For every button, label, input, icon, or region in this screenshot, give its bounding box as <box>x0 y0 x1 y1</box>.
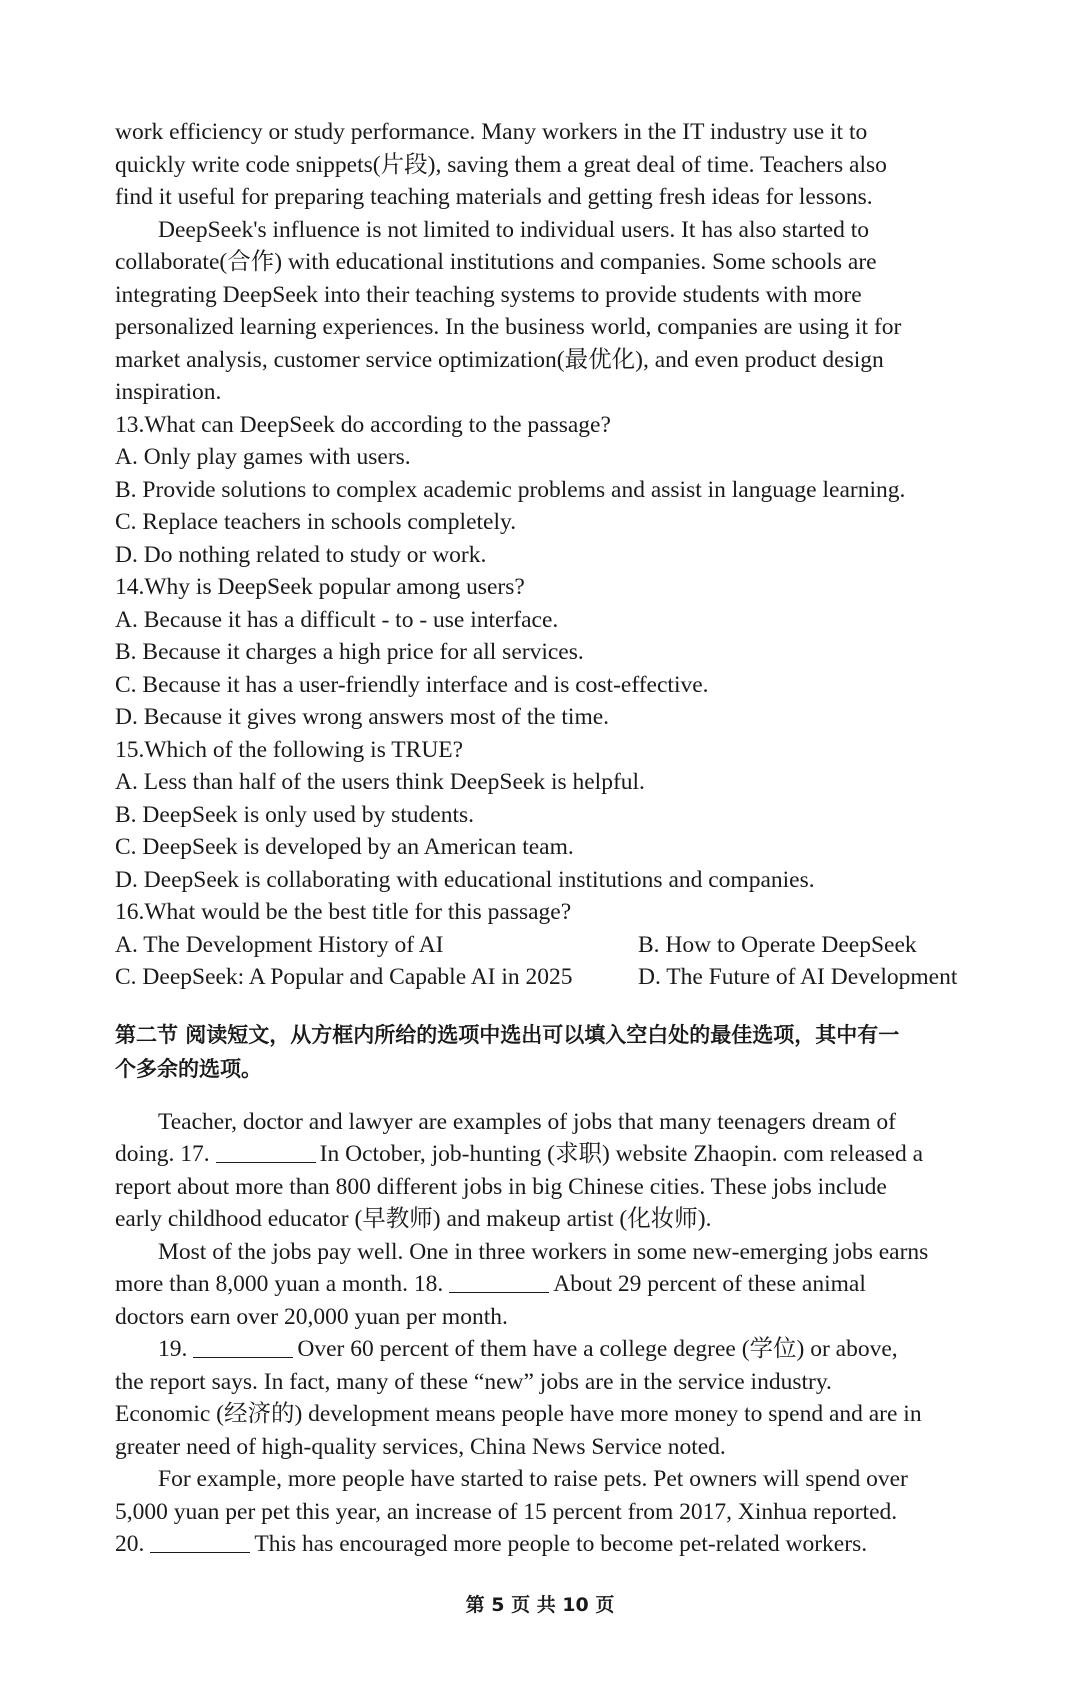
option-a: A. The Development History of AI <box>115 931 444 958</box>
question-15 <box>115 734 985 897</box>
text-line: DeepSeek's influence is not limited to individual users. It has also started to <box>158 216 870 243</box>
text-line: the report says. In fact, many of these “new” jobs are in the service industry. <box>115 1368 832 1395</box>
passage-2 <box>115 1106 985 1561</box>
option-d: D. Do nothing related to study or work. <box>115 541 487 568</box>
text-fragment: About 29 percent of these animal <box>553 1271 866 1297</box>
option-b: B. DeepSeek is only used by students. <box>115 801 474 828</box>
text-line <box>115 1528 985 1561</box>
text-fragment: 20. <box>115 1531 145 1557</box>
option-d: D. Because it gives wrong answers most of the time. <box>115 704 610 730</box>
text-line: doctors earn over 20,000 yuan per month. <box>115 1303 508 1330</box>
question-14 <box>115 571 985 734</box>
option-row <box>115 929 985 962</box>
text-line: work efficiency or study performance. Many workers in the IT industry use it to <box>115 119 868 145</box>
option-b: B. Because it charges a high price for all services. <box>115 639 584 665</box>
text-line: For example, more people have started to raise pets. Pet owners will spend over <box>158 1466 908 1492</box>
option-d: D. DeepSeek is collaborating with educational institutions and companies. <box>115 866 815 893</box>
text-line: collaborate(合作) with educational institutions and companies. Some schools are <box>115 249 877 275</box>
passage-top <box>115 116 985 409</box>
text-line: report about more than 800 different jobs in big Chinese cities. These jobs include <box>115 1173 887 1200</box>
text-line: early childhood educator (早教师) and makeup artist (化妆师). <box>115 1206 712 1232</box>
question-stem: 15.Which of the following is TRUE? <box>115 736 464 763</box>
section-heading <box>115 1018 985 1086</box>
section-heading-line: 个多余的选项。 <box>115 1056 262 1081</box>
question-stem: 13.What can DeepSeek do according to the passage? <box>115 411 611 438</box>
answer-blank-18[interactable] <box>449 1270 549 1293</box>
text-line: find it useful for preparing teaching materials and getting fresh ideas for lessons. <box>115 184 873 210</box>
text-line: Teacher, doctor and lawyer are examples of jobs that many teenagers dream of <box>158 1108 896 1135</box>
answer-blank-17[interactable] <box>216 1140 316 1163</box>
option-c: C. DeepSeek: A Popular and Capable AI in 2025 <box>115 964 573 990</box>
text-fragment: This has encouraged more people to become pet-related workers. <box>254 1531 868 1557</box>
text-line <box>115 1138 985 1171</box>
answer-blank-20[interactable] <box>150 1530 250 1553</box>
option-a: A. Because it has a difficult - to - use interface. <box>115 606 559 633</box>
answer-blank-19[interactable] <box>193 1335 293 1358</box>
section-heading-line: 第二节 阅读短文，从方框内所给的选项中选出可以填入空白处的最佳选项，其中有一 <box>115 1022 900 1047</box>
page-number-footer: 第 5 页 共 10 页 <box>465 1594 615 1616</box>
option-b: B. Provide solutions to complex academic problems and assist in language learning. <box>115 476 906 503</box>
question-13 <box>115 409 985 572</box>
option-d: D. The Future of AI Development <box>638 964 958 990</box>
option-row <box>115 961 985 994</box>
text-line <box>115 1333 985 1366</box>
text-line: personalized learning experiences. In the business world, companies are using it for <box>115 314 902 340</box>
text-line: inspiration. <box>115 379 222 405</box>
text-fragment: doing. 17. <box>115 1141 210 1167</box>
text-line: integrating DeepSeek into their teaching systems to provide students with more <box>115 281 862 308</box>
option-a: A. Less than half of the users think DeepSeek is helpful. <box>115 769 645 795</box>
text-fragment: Over 60 percent of them have a college degree (学位) or above, <box>297 1336 898 1362</box>
text-fragment: 19. <box>158 1336 188 1362</box>
option-b: B. How to Operate DeepSeek <box>638 931 917 958</box>
text-fragment: more than 8,000 yuan a month. 18. <box>115 1271 444 1297</box>
text-line <box>115 1268 985 1301</box>
question-stem: 16.What would be the best title for this passage? <box>115 899 572 925</box>
option-c: C. Replace teachers in schools completely. <box>115 509 517 535</box>
option-c: C. Because it has a user-friendly interface and is cost-effective. <box>115 671 709 698</box>
question-16 <box>115 896 985 994</box>
page-content <box>115 116 985 1561</box>
text-line: market analysis, customer service optimization(最优化), and even product design <box>115 346 884 373</box>
question-stem: 14.Why is DeepSeek popular among users? <box>115 574 525 600</box>
text-line: Most of the jobs pay well. One in three workers in some new-emerging jobs earns <box>158 1238 929 1265</box>
option-a: A. Only play games with users. <box>115 444 411 470</box>
text-line: greater need of high-quality services, China News Service noted. <box>115 1433 726 1460</box>
text-line: Economic (经济的) development means people have more money to spend and are in <box>115 1401 922 1427</box>
text-line: 5,000 yuan per pet this year, an increase of 15 percent from 2017, Xinhua reported. <box>115 1498 898 1525</box>
text-line: quickly write code snippets(片段), saving them a great deal of time. Teachers also <box>115 151 887 178</box>
option-c: C. DeepSeek is developed by an American team. <box>115 834 574 860</box>
text-fragment: In October, job-hunting (求职) website Zhaopin. com released a <box>319 1141 924 1167</box>
